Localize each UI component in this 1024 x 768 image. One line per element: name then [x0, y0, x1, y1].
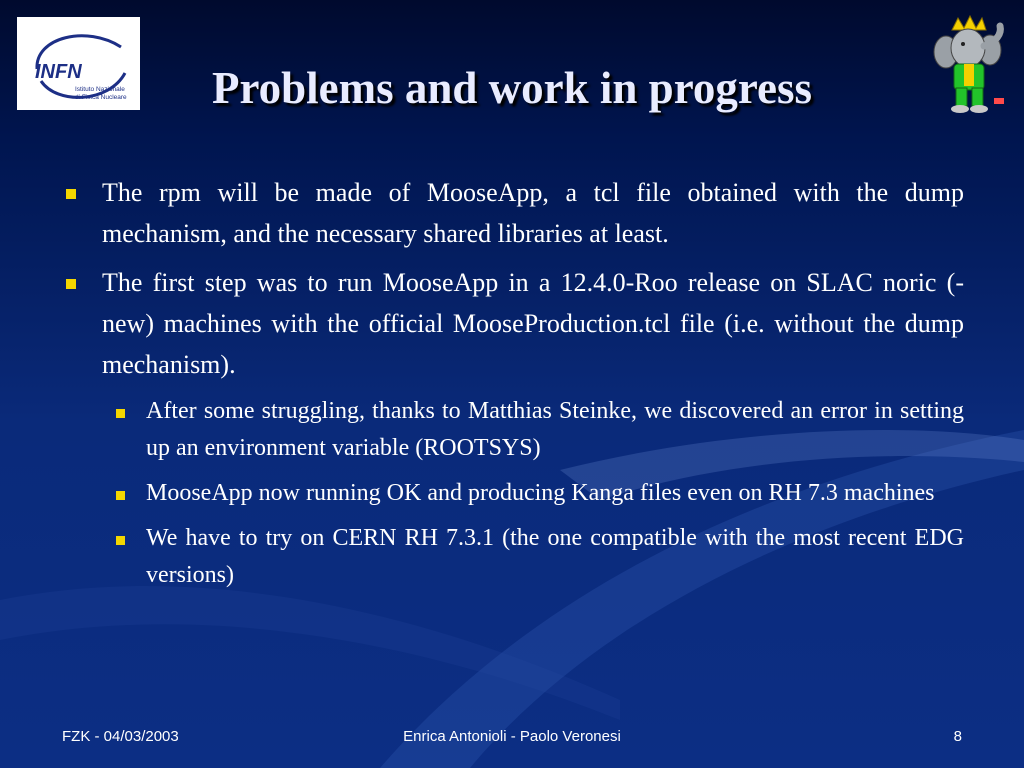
bullet-square-icon — [116, 536, 125, 545]
sub-bullet-text: We have to try on CERN RH 7.3.1 (the one compatible with the most recent EDG versions) — [146, 525, 964, 588]
bullet-text: The rpm will be made of MooseApp, a tcl file obtained with the dump mechanism, and the necessary shared libraries at least. — [102, 178, 964, 248]
page-number: 8 — [953, 728, 962, 745]
bullet-list — [62, 172, 964, 602]
bullet-square-icon — [116, 491, 125, 500]
infn-logo-subtext-1: Istituto Nazionale — [75, 86, 125, 93]
slide-title: Problems and work in progress — [211, 63, 813, 113]
sub-bullet-text: MooseApp now running OK and producing Kanga files even on RH 7.3 machines — [146, 480, 935, 506]
sub-bullet-item — [106, 475, 964, 512]
bullet-square-icon — [116, 409, 125, 418]
footer-authors: Enrica Antonioli - Paolo Veronesi — [403, 728, 621, 745]
infn-logo-text: INFN — [35, 61, 82, 83]
infn-logo-subtext-2: di Fisica Nucleare — [75, 94, 127, 101]
bullet-item — [62, 262, 964, 385]
sub-bullet-item — [106, 393, 964, 467]
bullet-square-icon — [66, 189, 76, 199]
footer-date: FZK - 04/03/2003 — [62, 728, 179, 745]
bullet-item — [62, 172, 964, 254]
bullet-square-icon — [66, 279, 76, 289]
bullet-text: The first step was to run MooseApp in a 12.4.0-Roo release on SLAC noric (-new) machines with the official MooseProduction.tcl file (i.e. without the dump mechanism). — [102, 268, 964, 379]
sub-bullet-item — [106, 520, 964, 594]
sub-bullet-text: After some struggling, thanks to Matthias Steinke, we discovered an error in setting up an environment variable (ROOTSYS) — [146, 398, 964, 461]
